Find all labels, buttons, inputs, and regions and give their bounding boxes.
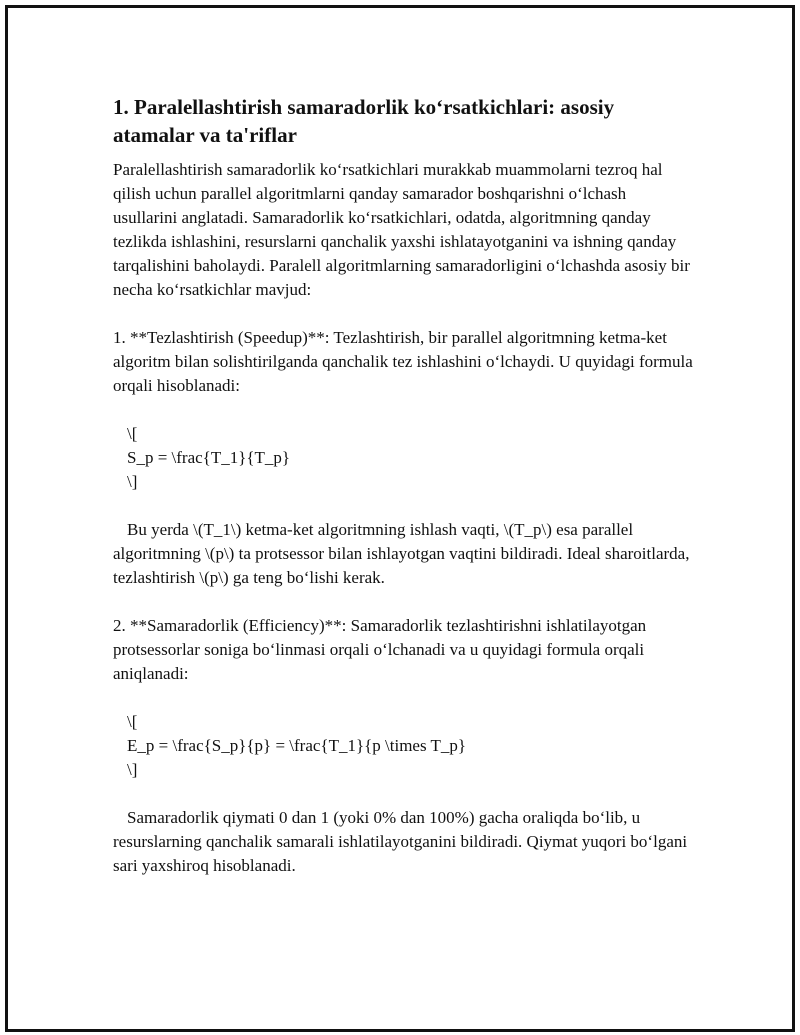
- efficiency-formula-close: \]: [127, 760, 138, 779]
- spacer: [113, 398, 693, 422]
- efficiency-formula-open: \[: [127, 712, 138, 731]
- speedup-formula: S_p = \frac{T_1}{T_p}: [127, 448, 291, 467]
- speedup-explanation: Bu yerda \(T_1\) ketma-ket algoritmning ishlash vaqti, \(T_p\) esa parallel algoritmning \(p\) ta protsessor bilan ishlayotgan vaqtini bildiradi. Ideal sharoitlarda, tezlashtirish \(p\) ga teng bo‘lishi kerak.: [113, 520, 690, 587]
- speedup-formula-open: \[: [127, 424, 138, 443]
- spacer: [113, 686, 693, 710]
- spacer: [113, 302, 693, 326]
- speedup-paragraph: 1. **Tezlashtirish (Speedup)**: Tezlashtirish, bir parallel algoritmning ketma-ket algoritm bilan solishtirilganda qanchalik tez ishlashini o‘lchaydi. U quyidagi formula orqali hisoblanadi:: [113, 328, 693, 395]
- section-title: 1. Paralellashtirish samaradorlik ko‘rsatkichlari: asosiy atamalar va ta'riflar: [113, 95, 615, 147]
- spacer: [113, 494, 693, 518]
- speedup-formula-close: \]: [127, 472, 138, 491]
- document-body: [113, 93, 693, 878]
- intro-paragraph: Paralellashtirish samaradorlik ko‘rsatkichlari murakkab muammolarni tezroq hal qilish uchun parallel algoritmlarni qanday samarador boshqarishni o‘lchash usullarini anglatadi. Samaradorlik ko‘rsatkichlari, odatda, algoritmning qanday tezlikda ishlashini, resurslarni qanchalik yaxshi ishlatayotganini va ishning qanday tarqalishini baholaydi. Paralell algoritmlarning samaradorligini o‘lchashda asosiy bir necha ko‘rsatkichlar mavjud:: [113, 160, 690, 299]
- spacer: [113, 782, 693, 806]
- efficiency-formula: E_p = \frac{S_p}{p} = \frac{T_1}{p \times T_p}: [127, 736, 467, 755]
- efficiency-paragraph: 2. **Samaradorlik (Efficiency)**: Samaradorlik tezlashtirishni ishlatilayotgan protsessorlar soniga bo‘linmasi orqali o‘lchanadi va u quyidagi formula orqali aniqlanadi:: [113, 616, 647, 683]
- spacer: [113, 590, 693, 614]
- efficiency-explanation: Samaradorlik qiymati 0 dan 1 (yoki 0% dan 100%) gacha oraliqda bo‘lib, u resurslarning qanchalik samarali ishlatilayotganini bildiradi. Qiymat yuqori bo‘lgani sari yaxshiroq hisoblanadi.: [113, 808, 688, 875]
